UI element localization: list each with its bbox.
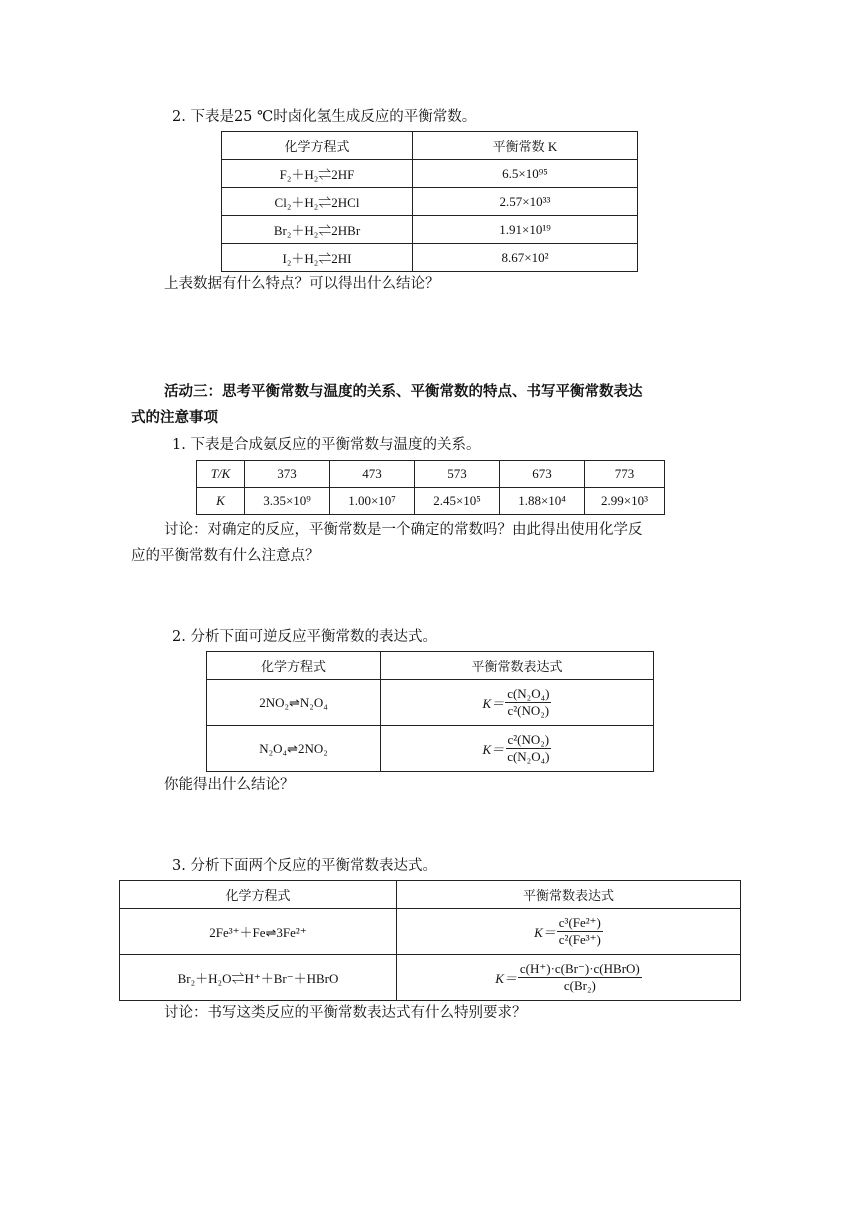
activity-3-q3-discussion: 讨论：书写这类反应的平衡常数表达式有什么特别要求？	[164, 1005, 527, 1021]
table3-header-equation: 化学方程式	[207, 652, 381, 680]
denominator: c(Br₂)	[563, 978, 596, 993]
activity-3-title-line2: 式的注意事项	[131, 410, 218, 426]
table1-k-cell: 6.5×10⁹⁵	[413, 160, 638, 188]
table1-eq-cell: I₂＋H₂⇌2HI	[222, 244, 413, 272]
table3-expr-cell	[381, 680, 654, 726]
question-2-intro: 2. 下表是25 ℃时卤化氢生成反应的平衡常数。	[172, 109, 477, 125]
question-2-prompt: 上表数据有什么特点？可以得出什么结论？	[164, 276, 440, 292]
table1-eq-cell: Br₂＋H₂⇌2HBr	[222, 216, 413, 244]
table4-header-expression: 平衡常数表达式	[397, 881, 741, 909]
activity-3-q2-intro: 2. 分析下面可逆反应平衡常数的表达式。	[172, 629, 437, 645]
numerator: c³(Fe²⁺)	[558, 915, 601, 930]
table1-k-cell: 1.91×10¹⁹	[413, 216, 638, 244]
table4-eq-cell: Br₂＋H₂O⇌H⁺＋Br⁻＋HBrO	[120, 955, 397, 1001]
k-prefix: K＝	[495, 971, 517, 986]
table-row	[207, 680, 654, 726]
table-row	[222, 244, 638, 272]
table3-eq-cell: N₂O₄⇌2NO₂	[207, 726, 381, 772]
fraction	[518, 961, 642, 994]
halide-equilibrium-table	[221, 131, 638, 272]
table1-eq-cell: F₂＋H₂⇌2HF	[222, 160, 413, 188]
k-prefix: K＝	[534, 925, 556, 940]
table2-cell: 773	[585, 461, 665, 488]
activity-3-q1-discussion-line2: 应的平衡常数有什么注意点？	[131, 548, 320, 564]
table2-cell: 473	[330, 461, 415, 488]
denominator: c²(NO₂)	[507, 703, 550, 718]
table3-header-expression: 平衡常数表达式	[381, 652, 654, 680]
table1-k-cell: 2.57×10³³	[413, 188, 638, 216]
table-row	[120, 955, 741, 1001]
table4-eq-cell: 2Fe³⁺＋Fe⇌3Fe²⁺	[120, 909, 397, 955]
table2-cell: 373	[245, 461, 330, 488]
k-prefix: K＝	[482, 696, 505, 711]
k-prefix: K＝	[482, 742, 505, 757]
table-row	[222, 216, 638, 244]
table2-cell: 1.88×10⁴	[500, 488, 585, 515]
table1-header-equation: 化学方程式	[222, 132, 413, 160]
table2-cell: 673	[500, 461, 585, 488]
fraction	[505, 686, 551, 719]
table-row	[222, 160, 638, 188]
table2-cell: T/K	[197, 461, 245, 488]
denominator: c(N₂O₄)	[507, 749, 550, 764]
table-row	[222, 188, 638, 216]
two-reactions-expression-table	[119, 880, 741, 1001]
table-row	[207, 726, 654, 772]
table-row	[120, 909, 741, 955]
reversible-expression-table	[206, 651, 654, 772]
activity-3-q3-intro: 3. 分析下面两个反应的平衡常数表达式。	[172, 858, 437, 874]
table3-expr-cell	[381, 726, 654, 772]
table2-cell: 1.00×10⁷	[330, 488, 415, 515]
numerator: c(N₂O₄)	[507, 686, 550, 701]
k-expression	[483, 686, 552, 719]
table2-cell: 573	[415, 461, 500, 488]
table-row	[197, 488, 665, 515]
table-row	[197, 461, 665, 488]
denominator: c²(Fe³⁺)	[558, 932, 601, 947]
table2-cell: 2.99×10³	[585, 488, 665, 515]
table1-eq-cell: Cl₂＋H₂⇌2HCl	[222, 188, 413, 216]
activity-3-q1-intro: 1. 下表是合成氨反应的平衡常数与温度的关系。	[172, 437, 481, 453]
ammonia-temperature-table	[196, 460, 665, 515]
table2-cell: 3.35×10⁹	[245, 488, 330, 515]
table4-header-equation: 化学方程式	[120, 881, 397, 909]
numerator: c(H⁺)·c(Br⁻)·c(HBrO)	[519, 961, 640, 976]
table2-cell: K	[197, 488, 245, 515]
fraction	[557, 915, 603, 948]
k-expression	[495, 961, 642, 994]
table1-header-k: 平衡常数 K	[413, 132, 638, 160]
activity-3-q2-prompt: 你能得出什么结论？	[164, 777, 295, 793]
table3-eq-cell: 2NO₂⇌N₂O₄	[207, 680, 381, 726]
fraction	[505, 732, 551, 765]
table1-k-cell: 8.67×10²	[413, 244, 638, 272]
table4-expr-cell	[397, 955, 741, 1001]
table2-cell: 2.45×10⁵	[415, 488, 500, 515]
k-expression	[534, 915, 603, 948]
activity-3-q1-discussion-line1: 讨论：对确定的反应，平衡常数是一个确定的常数吗？由此得出使用化学反	[164, 522, 643, 538]
table4-expr-cell	[397, 909, 741, 955]
numerator: c²(NO₂)	[507, 732, 550, 747]
k-expression	[483, 732, 552, 765]
activity-3-title-line1: 活动三：思考平衡常数与温度的关系、平衡常数的特点、书写平衡常数表达	[164, 384, 643, 400]
